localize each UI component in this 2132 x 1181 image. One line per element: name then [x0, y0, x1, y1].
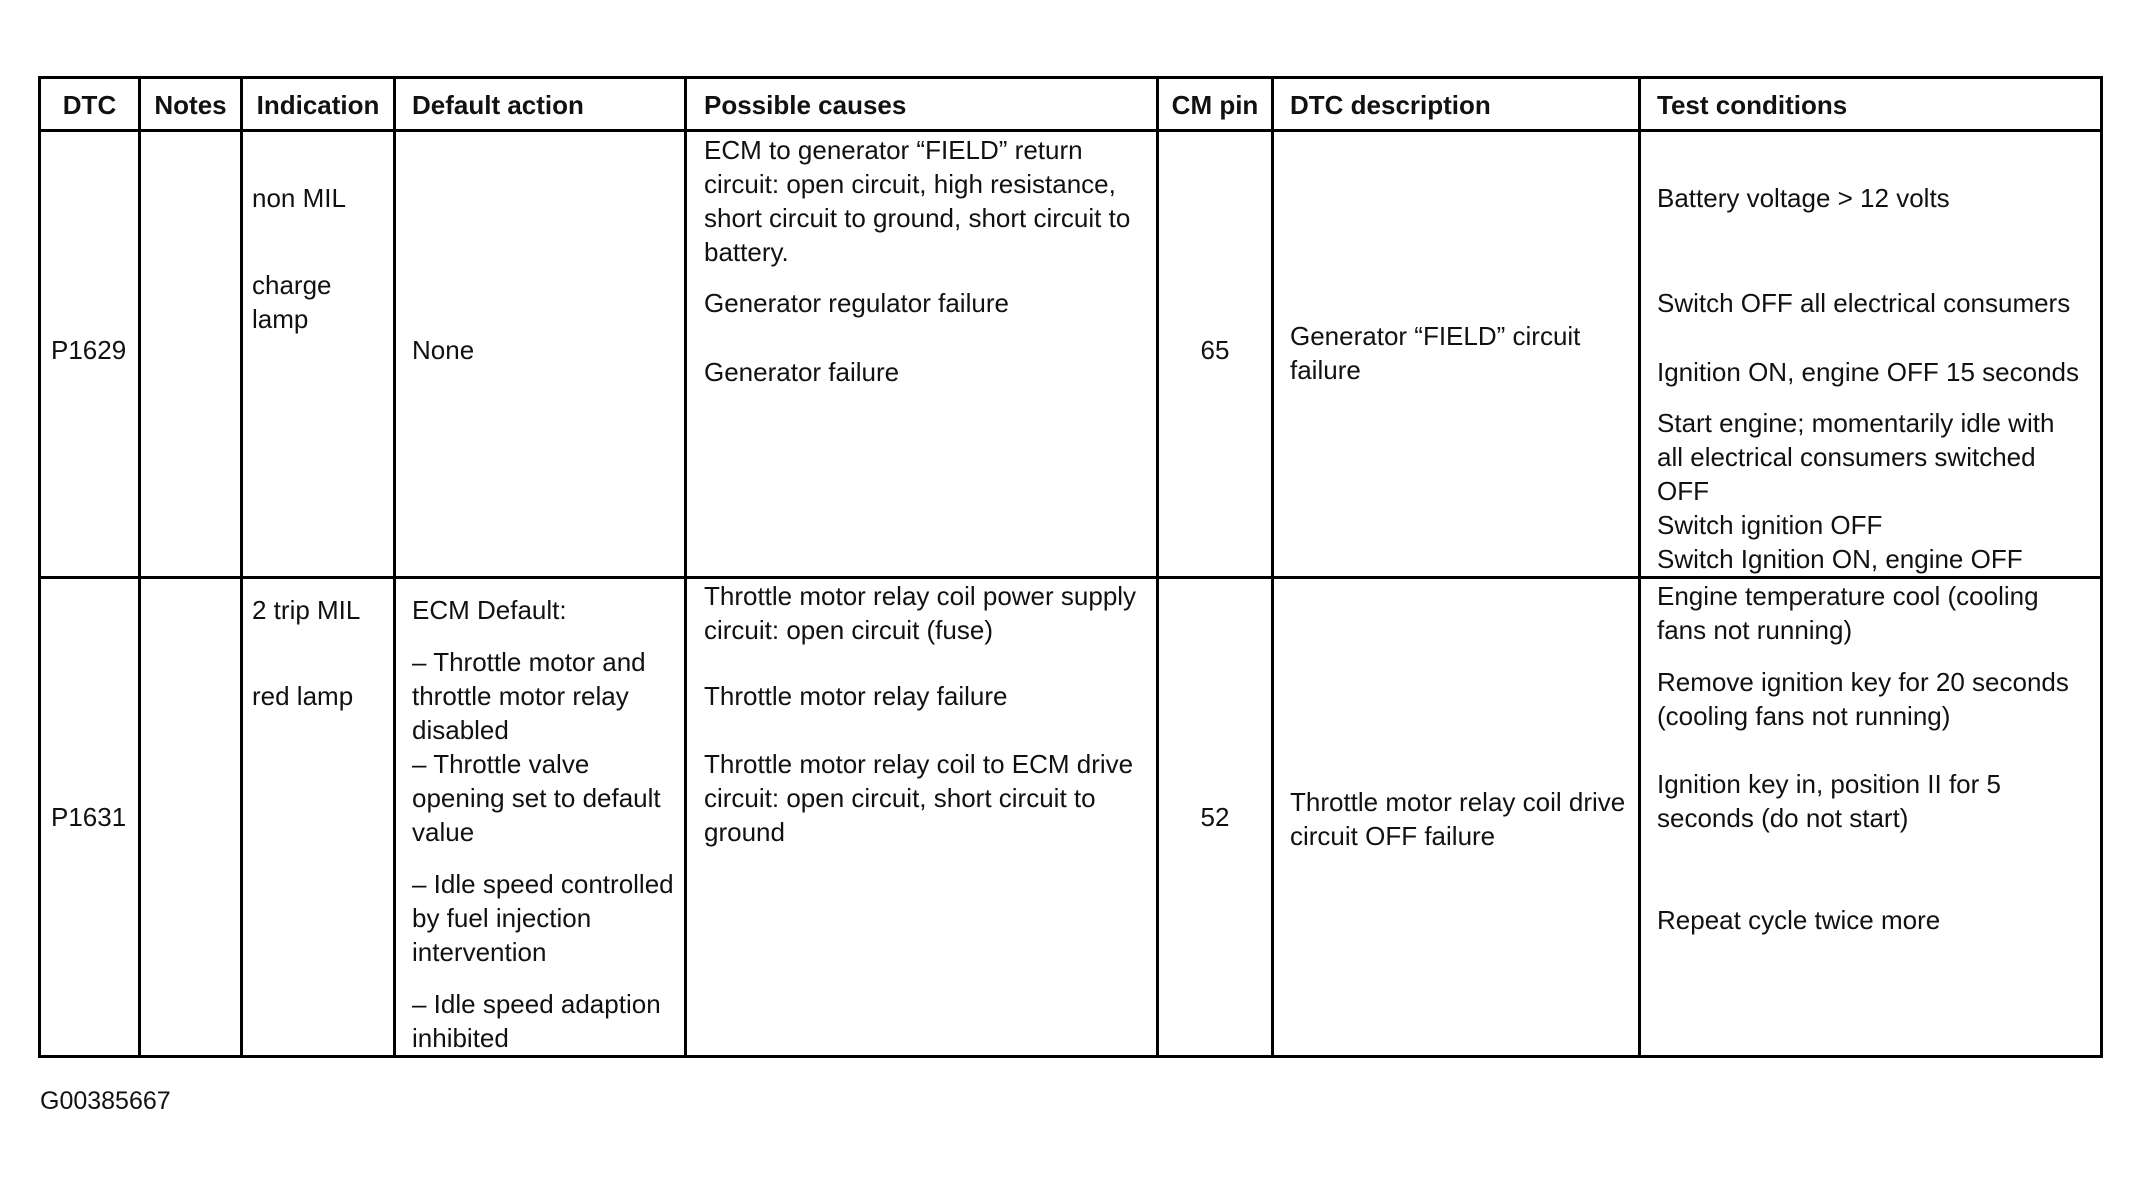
header-dtc: DTC: [62, 90, 117, 120]
row2-cause-line: Throttle motor relay coil to ECM drive: [704, 749, 1134, 779]
header-test-conditions: Test conditions: [1657, 90, 1848, 120]
column-divider: [1271, 79, 1274, 1055]
row2-description-line: Throttle motor relay coil drive: [1290, 787, 1626, 817]
column-divider: [138, 79, 141, 1055]
row2-test-line: (cooling fans not running): [1657, 701, 1951, 731]
row2-cm-pin: 52: [1200, 802, 1230, 832]
header-indication: Indication: [256, 90, 380, 120]
row2-description-line: circuit OFF failure: [1290, 821, 1496, 851]
row1-test-line: all electrical consumers switched: [1657, 442, 2036, 472]
figure-id: G00385667: [40, 1087, 171, 1115]
row1-description-line: Generator “FIELD” circuit: [1290, 321, 1581, 351]
row2-cause-line: Throttle motor relay coil power supply: [704, 581, 1137, 611]
column-divider: [393, 79, 396, 1055]
row2-default-action-line: by fuel injection: [412, 903, 592, 933]
row2-indication-line: 2 trip MIL: [252, 595, 361, 625]
row1-indication-line: lamp: [252, 304, 309, 334]
header-cm-pin: CM pin: [1171, 90, 1259, 120]
row2-test-line: Repeat cycle twice more: [1657, 905, 1941, 935]
row1-test-line: Switch Ignition ON, engine OFF: [1657, 544, 2023, 574]
header-notes: Notes: [154, 90, 227, 120]
row1-description-line: failure: [1290, 355, 1361, 385]
row1-cause-line: Generator failure: [704, 357, 900, 387]
row2-default-action-line: – Idle speed adaption: [412, 989, 661, 1019]
row2-test-line: Engine temperature cool (cooling: [1657, 581, 2039, 611]
row1-cause-line: short circuit to ground, short circuit to: [704, 203, 1131, 233]
column-divider: [240, 79, 243, 1055]
row1-default-action: None: [412, 335, 475, 365]
row2-cause-line: ground: [704, 817, 785, 847]
row2-cause-line: Throttle motor relay failure: [704, 681, 1008, 711]
row2-default-action-line: ECM Default:: [412, 595, 567, 625]
row2-default-action-line: disabled: [412, 715, 509, 745]
row2-default-action-line: – Throttle valve: [412, 749, 590, 779]
column-divider: [1638, 79, 1641, 1055]
row2-default-action-line: – Idle speed controlled: [412, 869, 674, 899]
header-possible-causes: Possible causes: [704, 90, 907, 120]
column-divider: [684, 79, 687, 1055]
row1-test-line: Switch ignition OFF: [1657, 510, 1883, 540]
dtc-table: [38, 76, 2103, 1058]
row1-cause-line: battery.: [704, 237, 789, 267]
row1-cause-line: circuit: open circuit, high resistance,: [704, 169, 1116, 199]
header-dtc-description: DTC description: [1290, 90, 1491, 120]
row2-test-line: seconds (do not start): [1657, 803, 1909, 833]
header-divider: [41, 129, 2100, 132]
row2-dtc: P1631: [51, 802, 127, 832]
row2-default-action-line: opening set to default: [412, 783, 661, 813]
row2-test-line: Remove ignition key for 20 seconds: [1657, 667, 2069, 697]
row1-cm-pin: 65: [1200, 335, 1230, 365]
row1-dtc: P1629: [51, 335, 127, 365]
row2-cause-line: circuit: open circuit, short circuit to: [704, 783, 1096, 813]
row1-test-line: Ignition ON, engine OFF 15 seconds: [1657, 357, 2080, 387]
row2-default-action-line: inhibited: [412, 1023, 509, 1053]
row2-default-action-line: throttle motor relay: [412, 681, 629, 711]
row1-indication-line: charge: [252, 270, 332, 300]
row2-default-action-line: value: [412, 817, 475, 847]
row1-cause-line: Generator regulator failure: [704, 288, 1009, 318]
row2-indication-line: red lamp: [252, 681, 354, 711]
row2-default-action-line: intervention: [412, 937, 547, 967]
column-divider: [1156, 79, 1159, 1055]
row2-cause-line: circuit: open circuit (fuse): [704, 615, 993, 645]
row1-cause-line: ECM to generator “FIELD” return: [704, 135, 1083, 165]
row1-indication-line: non MIL: [252, 183, 346, 213]
header-default-action: Default action: [412, 90, 584, 120]
row1-test-line: Start engine; momentarily idle with: [1657, 408, 2055, 438]
row2-test-line: fans not running): [1657, 615, 1853, 645]
row1-test-line: Switch OFF all electrical consumers: [1657, 288, 2071, 318]
row1-test-line: Battery voltage > 12 volts: [1657, 183, 1950, 213]
row1-test-line: OFF: [1657, 476, 1709, 506]
row2-test-line: Ignition key in, position II for 5: [1657, 769, 2001, 799]
row2-default-action-line: – Throttle motor and: [412, 647, 646, 677]
